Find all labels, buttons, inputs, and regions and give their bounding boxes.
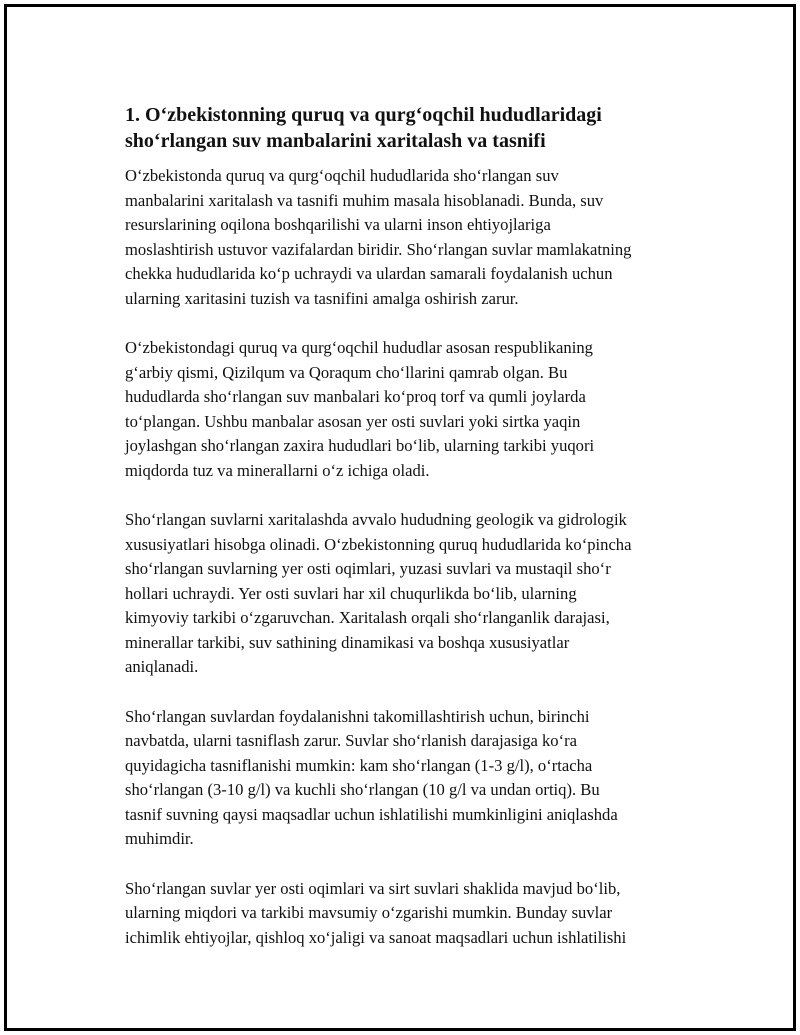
page-frame xyxy=(4,4,796,1031)
paragraph: Sho‘rlangan suvlar yer osti oqimlari va sirt suvlari shaklida mavjud bo‘lib, ularning miqdori va tarkibi mavsumiy o‘zgarishi mumkin. Bunday suvlar ichimlik ehtiyojlar, qishloq xo‘jaligi va sanoat maqsadlari uchun ishlatilishi xyxy=(125,878,627,947)
section-heading: 1. O‘zbekistonning quruq va qurg‘oqchil hududlaridagi sho‘rlangan suv manbalarini xaritalash va tasnifi xyxy=(125,104,602,152)
document-body xyxy=(125,102,705,975)
paragraph: O‘zbekistonda quruq va qurg‘oqchil hududlarida sho‘rlangan suv manbalarini xaritalash va tasnifi muhim masala hisoblanadi. Bunda, suv resurslarining oqilona boshqarilishi va ularni inson ehtiyojlariga moslashtirish ustuvor vazifalardan biridir. Sho‘rlangan suvlar mamlakatning chekka hududlarida ko‘p uchraydi va ulardan samarali foydalanish uchun ularning xaritasini tuzish va tasnifini amalga oshirish zarur. xyxy=(125,166,632,308)
paragraph: O‘zbekistondagi quruq va qurg‘oqchil hududlar asosan respublikaning g‘arbiy qismi, Qizilqum va Qoraqum cho‘llarini qamrab olgan. Bu hududlarda sho‘rlangan suv manbalari ko‘proq torf va qumli joylarda to‘plangan. Ushbu manbalar asosan yer osti suvlari yoki sirtka yaqin joylashgan sho‘rlangan zaxira hududlari bo‘lib, ularning tarkibi yuqori miqdorda tuz va minerallarni o‘z ichiga oladi. xyxy=(125,338,595,480)
paragraph: Sho‘rlangan suvlarni xaritalashda avvalo hududning geologik va gidrologik xususiyatlari hisobga olinadi. O‘zbekistonning quruq hududlarida ko‘pincha sho‘rlangan suvlarning yer osti oqimlari, yuzasi suvlari va mustaqil sho‘r hollari uchraydi. Yer osti suvlari har xil chuqurlikda bo‘lib, ularning kimyoviy tarkibi o‘zgaruvchan. Xaritalash orqali sho‘rlanganlik darajasi, minerallar tarkibi, suv sathining dinamikasi va boshqa xususiyatlar aniqlanadi. xyxy=(125,510,632,676)
paragraph: Sho‘rlangan suvlardan foydalanishni takomillashtirish uchun, birinchi navbatda, ularni tasniflash zarur. Suvlar sho‘rlanish darajasiga ko‘ra quyidagicha tasniflanishi mumkin: kam sho‘rlangan (1-3 g/l), o‘rtacha sho‘rlangan (3-10 g/l) va kuchli sho‘rlangan (10 g/l va undan ortiq). Bu tasnif suvning qaysi maqsadlar uchun ishlatilishi mumkinligini aniqlashda muhimdir. xyxy=(125,706,618,848)
